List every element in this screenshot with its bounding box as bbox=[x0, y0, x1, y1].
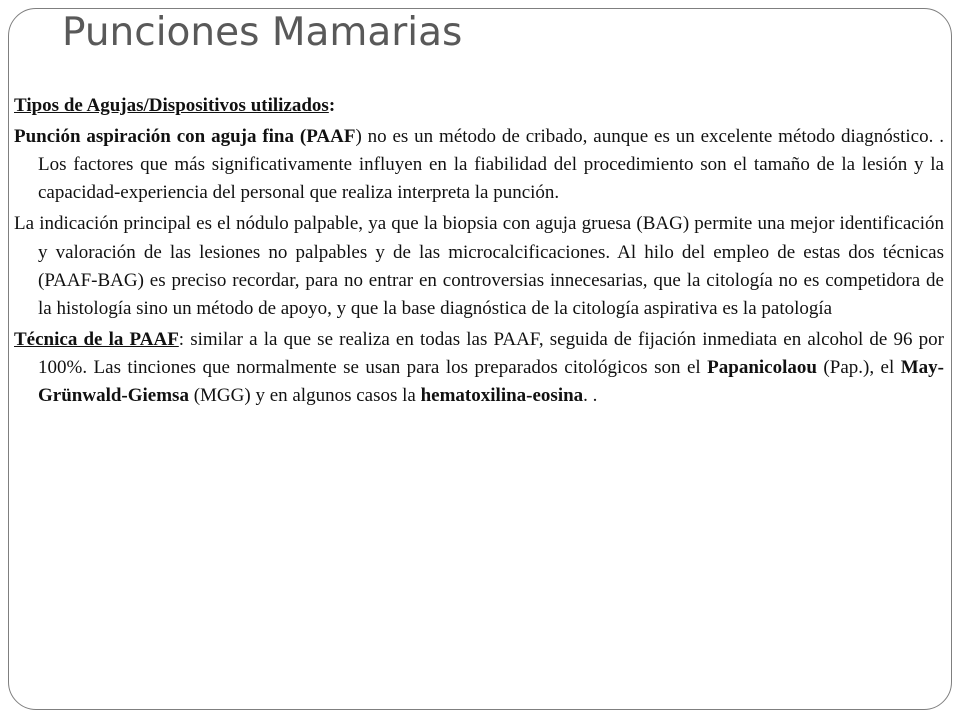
tecnica-text-1: : similar a la que se realiza en todas las PAAF, seguida de fijación inmediata en alcohol de 96 por 100%. Las tinciones que normalmente se usan para los preparados citológicos son el bbox=[38, 328, 944, 378]
paaf-abbr: PAAF bbox=[306, 126, 356, 148]
stain-may-grunwald-giemsa: May-Grünwald-Giemsa bbox=[38, 356, 944, 407]
paaf-text: ) no es un método de cribado, aunque es un excelente método diagnóstico. . Los factores que más significativamente influyen en la fiabilidad del procedimiento son el tamaño de la lesión y la capacidad-experiencia del personal que realiza interpreta la punción. bbox=[38, 126, 944, 204]
tecnica-text-2: (Pap.), el bbox=[816, 356, 901, 378]
subheading-colon: : bbox=[328, 95, 336, 116]
paaf-lead: Punción aspiración con aguja fina ( bbox=[14, 126, 307, 148]
paragraph-paaf bbox=[14, 123, 944, 207]
tecnica-text-4: . . bbox=[583, 385, 598, 407]
paragraph-indicacion bbox=[14, 210, 944, 322]
slide-body bbox=[14, 92, 944, 413]
tecnica-heading: Técnica de la PAAF bbox=[14, 328, 179, 350]
stain-papanicolaou: Papanicolaou bbox=[707, 356, 817, 378]
subheading bbox=[14, 92, 944, 120]
subheading-label: Tipos de Agujas/Dispositivos utilizados bbox=[14, 95, 329, 116]
paragraph-tecnica bbox=[14, 326, 944, 410]
slide-title: Punciones Mamarias bbox=[62, 10, 463, 55]
tecnica-text-3: (MGG) y en algunos casos la bbox=[188, 385, 421, 407]
stain-hematoxilina-eosina: hematoxilina-eosina bbox=[420, 385, 584, 407]
indicacion-text: La indicación principal es el nódulo palpable, ya que la biopsia con aguja gruesa (BAG) permite una mejor identificación y valoración de las lesiones no palpables y de las microcalcificaciones. Al hilo del empleo de estas dos técnicas (PAAF-BAG) es preciso recordar, para no entrar en controversias innecesarias, que la citología no es competidora de la histología sino un método de apoyo, y que la base diagnóstica de la citología aspirativa es la patología bbox=[14, 213, 944, 319]
